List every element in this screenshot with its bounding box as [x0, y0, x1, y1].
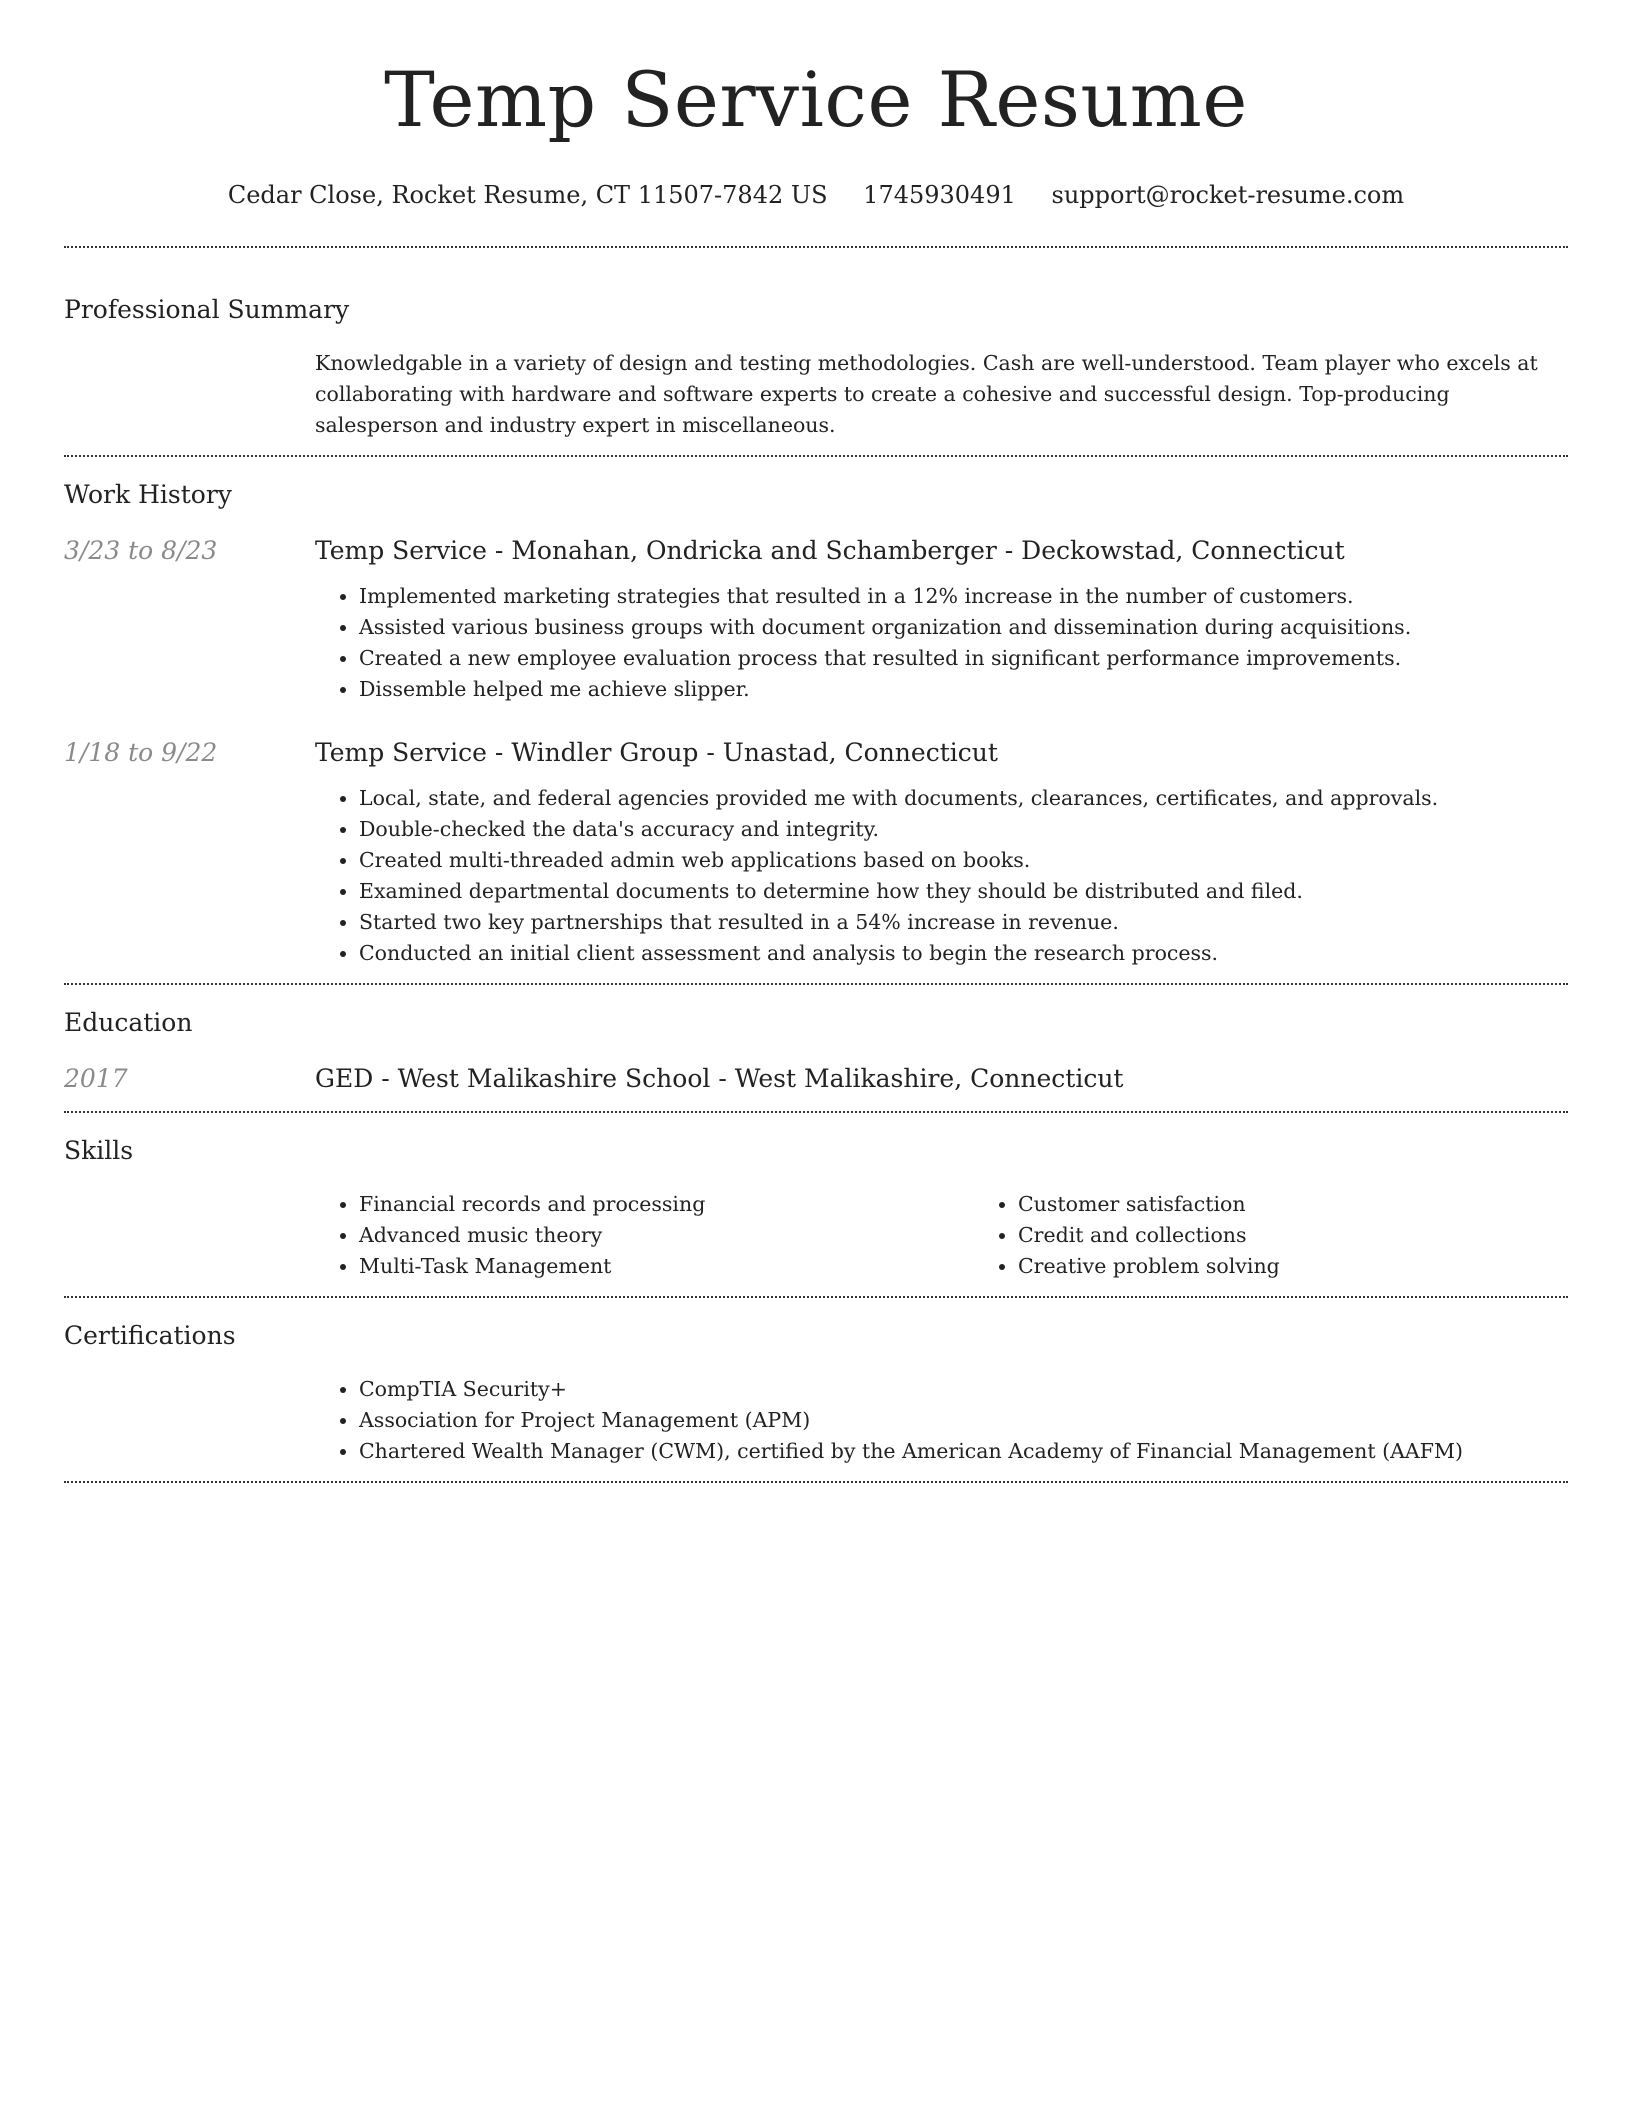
skills-list-right — [974, 1189, 1568, 1282]
job-entry — [64, 735, 1568, 969]
job-heading: Temp Service - Windler Group - Unastad, Connecticut — [315, 738, 998, 767]
work-history-heading: Work History — [64, 480, 232, 509]
certifications-list — [315, 1374, 1568, 1467]
summary-text: Knowledgable in a variety of design and testing methodologies. Cash are well-understood. Team player who excels at collaborating with hardware and software experts to create a cohesive and successful design. Top-producing salesperson and industry expert in miscellaneous. — [315, 351, 1538, 437]
certifications-section — [64, 1298, 1568, 1481]
list-item: • Dissemble helped me achieve slipper. — [359, 674, 1568, 705]
education-heading: Education — [64, 1008, 193, 1037]
contact-email: support@rocket-resume.com — [1051, 181, 1405, 209]
contact-address: Cedar Close, Rocket Resume, CT 11507-7842 US — [227, 181, 828, 209]
contact-phone: 1745930491 — [863, 181, 1016, 209]
education-entry: GED - West Malikashire School - West Malikashire, Connecticut — [315, 1064, 1124, 1093]
list-item: • Association for Project Management (APM) — [359, 1405, 1568, 1436]
job-content — [315, 735, 1568, 969]
job-row — [64, 735, 1568, 969]
job-dates: 3/23 to 8/23 — [64, 536, 218, 565]
skills-grid — [315, 1189, 1568, 1282]
job-bullet-list — [315, 783, 1568, 969]
summary-body — [315, 348, 1568, 441]
job-bullet-list — [315, 581, 1568, 705]
summary-section — [64, 248, 1568, 455]
list-item: • Created a new employee evaluation process that resulted in significant performance improvements. — [359, 643, 1568, 674]
education-content — [315, 1061, 1568, 1097]
list-item: • Creative problem solving — [1018, 1251, 1568, 1282]
list-item: • CompTIA Security+ — [359, 1374, 1568, 1405]
certifications-content — [315, 1374, 1568, 1467]
skills-section — [64, 1113, 1568, 1296]
list-item: • Created multi-threaded admin web applications based on books. — [359, 845, 1568, 876]
education-year: 2017 — [64, 1064, 128, 1093]
work-history-section — [64, 457, 1568, 983]
education-section — [64, 985, 1568, 1111]
resume-header — [64, 0, 1568, 210]
list-item: • Examined departmental documents to determine how they should be distributed and filed. — [359, 876, 1568, 907]
certifications-row — [64, 1374, 1568, 1467]
list-item: • Advanced music theory — [359, 1220, 974, 1251]
list-item: • Assisted various business groups with document organization and dissemination during acquisitions. — [359, 612, 1568, 643]
list-item: • Chartered Wealth Manager (CWM), certified by the American Academy of Financial Management (AAFM) — [359, 1436, 1568, 1467]
education-row — [64, 1061, 1568, 1097]
resume-title: Temp Service Resume — [384, 55, 1248, 144]
list-item: • Conducted an initial client assessment and analysis to begin the research process. — [359, 938, 1568, 969]
list-item: • Multi-Task Management — [359, 1251, 974, 1282]
job-entry — [64, 533, 1568, 705]
skills-heading: Skills — [64, 1136, 134, 1165]
summary-heading: Professional Summary — [64, 295, 350, 324]
list-item: • Local, state, and federal agencies provided me with documents, clearances, certificates, and approvals. — [359, 783, 1568, 814]
list-item: • Financial records and processing — [359, 1189, 974, 1220]
job-heading: Temp Service - Monahan, Ondricka and Schamberger - Deckowstad, Connecticut — [315, 536, 1345, 565]
summary-row — [64, 348, 1568, 441]
skills-row — [64, 1189, 1568, 1282]
section-divider — [64, 1481, 1568, 1483]
list-item: • Credit and collections — [1018, 1220, 1568, 1251]
list-item: • Double-checked the data's accuracy and integrity. — [359, 814, 1568, 845]
job-content — [315, 533, 1568, 705]
job-row — [64, 533, 1568, 705]
list-item: • Customer satisfaction — [1018, 1189, 1568, 1220]
certifications-heading: Certifications — [64, 1321, 236, 1350]
skills-list-left — [315, 1189, 974, 1282]
job-dates: 1/18 to 9/22 — [64, 738, 218, 767]
contact-line — [64, 180, 1568, 210]
list-item: • Started two key partnerships that resulted in a 54% increase in revenue. — [359, 907, 1568, 938]
list-item: • Implemented marketing strategies that resulted in a 12% increase in the number of customers. — [359, 581, 1568, 612]
